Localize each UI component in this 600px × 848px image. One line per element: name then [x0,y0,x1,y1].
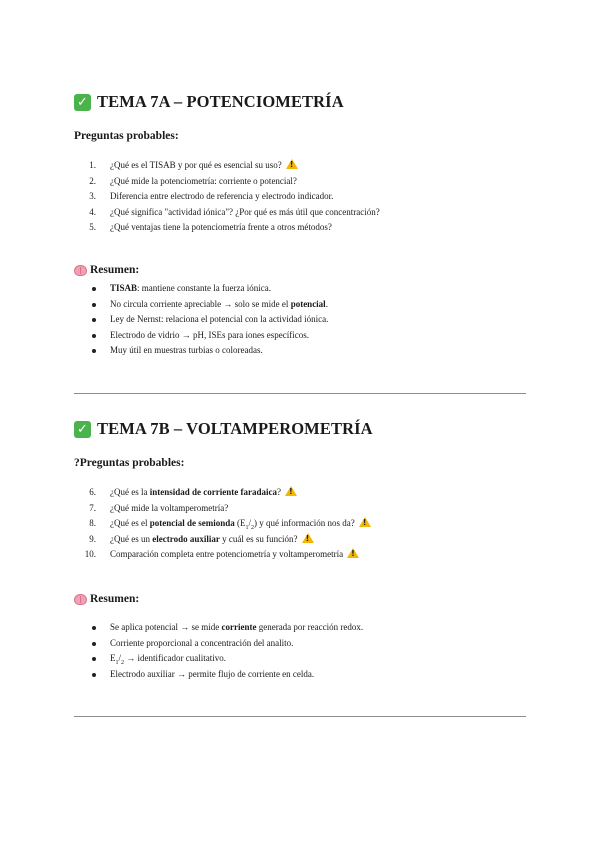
item-text: (E [237,518,246,528]
item-text: ¿Qué es la [110,487,150,497]
item-text: Se aplica potencial → se mide [110,622,222,632]
tema-7b-title [74,419,526,439]
list-item [74,516,526,532]
item-text: ¿Qué ventajas tiene la potenciometría frente a otros métodos? [110,222,332,232]
list-item [74,220,526,236]
summary-heading [74,593,526,605]
warning-icon [359,517,371,527]
subscript: 1 [245,524,249,531]
item-text: Muy útil en muestras turbias o coloreadas. [110,345,263,355]
warning-icon [302,533,314,543]
list-item [74,485,526,501]
summary-heading-text: Resumen: [90,593,140,605]
item-number: 3. [89,191,96,201]
item-number: 2. [89,175,96,186]
tema-7a-title-text: TEMA 7A – POTENCIOMETRÍA [97,92,344,111]
tema-7b-questions [74,457,526,469]
section-tema-7a [74,92,526,112]
item-number: 10. [84,549,96,559]
tema-7a-question-list [74,158,526,236]
list-item [74,532,526,548]
questions-heading: Preguntas probables: [74,130,179,142]
list-item [74,651,526,667]
bold-term: potencial [290,298,326,309]
item-text: Electrodo de vidrio → pH, ISEs para iones específicos. [110,329,309,340]
item-number: 1. [89,160,96,170]
check-mark-icon: ✓ [74,94,91,111]
subscript: 2 [251,524,255,531]
list-item [74,620,526,636]
list-item [74,501,526,517]
subscript: 2 [121,659,125,666]
tema-7b-title-text: TEMA 7B – VOLTAMPEROMETRÍA [97,419,373,438]
item-text: / [248,518,252,528]
section-tema-7b [74,419,526,439]
subscript: 1 [115,659,119,666]
list-item [74,205,526,221]
item-text: ¿Qué mide la potenciometría: corriente o potencial? [110,175,297,186]
summary-heading [74,264,526,276]
item-text: E [110,653,116,663]
list-item [74,636,526,652]
summary-heading-text: Resumen: [90,264,140,276]
item-number: 8. [89,518,96,528]
item-number: 9. [89,533,96,544]
item-text: y cuál es su función? [219,533,298,544]
brain-icon [74,594,87,605]
tema-7b-summary-list [74,620,526,682]
list-item [74,667,526,683]
list-item [74,189,526,205]
warning-icon [286,159,298,169]
item-text: ¿Qué es un [110,533,153,544]
list-item [74,343,526,359]
tema-7b-summary [74,593,526,605]
list-item [74,312,526,328]
item-text: . [325,298,328,309]
item-text: Electrodo auxiliar → permite flujo de corriente en celda. [110,668,315,679]
tema-7b-question-list [74,485,526,563]
list-item [74,281,526,297]
questions-heading: ?Preguntas probables: [74,457,185,469]
warning-icon [285,486,297,496]
item-text: Comparación completa entre potenciometría y voltamperometría [110,549,344,559]
bold-term: intensidad de corriente faradaica [149,487,277,497]
list-item [74,328,526,344]
item-text: Diferencia entre electrodo de referencia y electrodo indicador. [110,191,334,201]
list-item [74,158,526,174]
item-text: ? [276,487,281,497]
tema-7a-summary [74,264,526,276]
item-number: 6. [89,487,96,497]
item-number: 7. [89,502,96,513]
check-mark-icon: ✓ [74,421,91,438]
item-number: 4. [89,206,96,217]
list-item [74,547,526,563]
bold-term: TISAB [110,283,138,293]
warning-icon [347,548,359,558]
item-text: ¿Qué mide la voltamperometría? [110,502,229,513]
brain-icon [74,265,87,276]
item-text: Corriente proporcional a concentración del analito. [110,637,294,648]
item-text: No circula corriente apreciable → solo se mide el [110,298,291,309]
tema-7a-questions [74,130,526,142]
item-text: ¿Qué significa "actividad iónica"? ¿Por qué es más útil que concentración? [110,206,380,217]
item-text: generada por reacción redox. [256,622,364,632]
tema-7a-summary-list [74,281,526,359]
item-text: → identificador cualitativo. [124,653,226,663]
list-item [74,297,526,313]
bold-term: electrodo auxiliar [152,533,220,544]
bold-term: corriente [221,622,257,632]
divider [74,393,526,394]
bold-term: potencial de semionda [149,518,235,528]
item-text: : mantiene constante la fuerza iónica. [137,283,271,293]
list-item [74,174,526,190]
item-text: / [118,653,122,663]
tema-7a-title [74,92,526,112]
item-text: Ley de Nernst: relaciona el potencial con la actividad iónica. [110,314,329,324]
item-number: 5. [89,222,96,232]
item-text: ¿Qué es el TISAB y por qué es esencial su uso? [110,160,282,170]
item-text: ¿Qué es el [110,518,150,528]
item-text: ) y qué información nos da? [254,518,355,528]
divider [74,716,526,717]
